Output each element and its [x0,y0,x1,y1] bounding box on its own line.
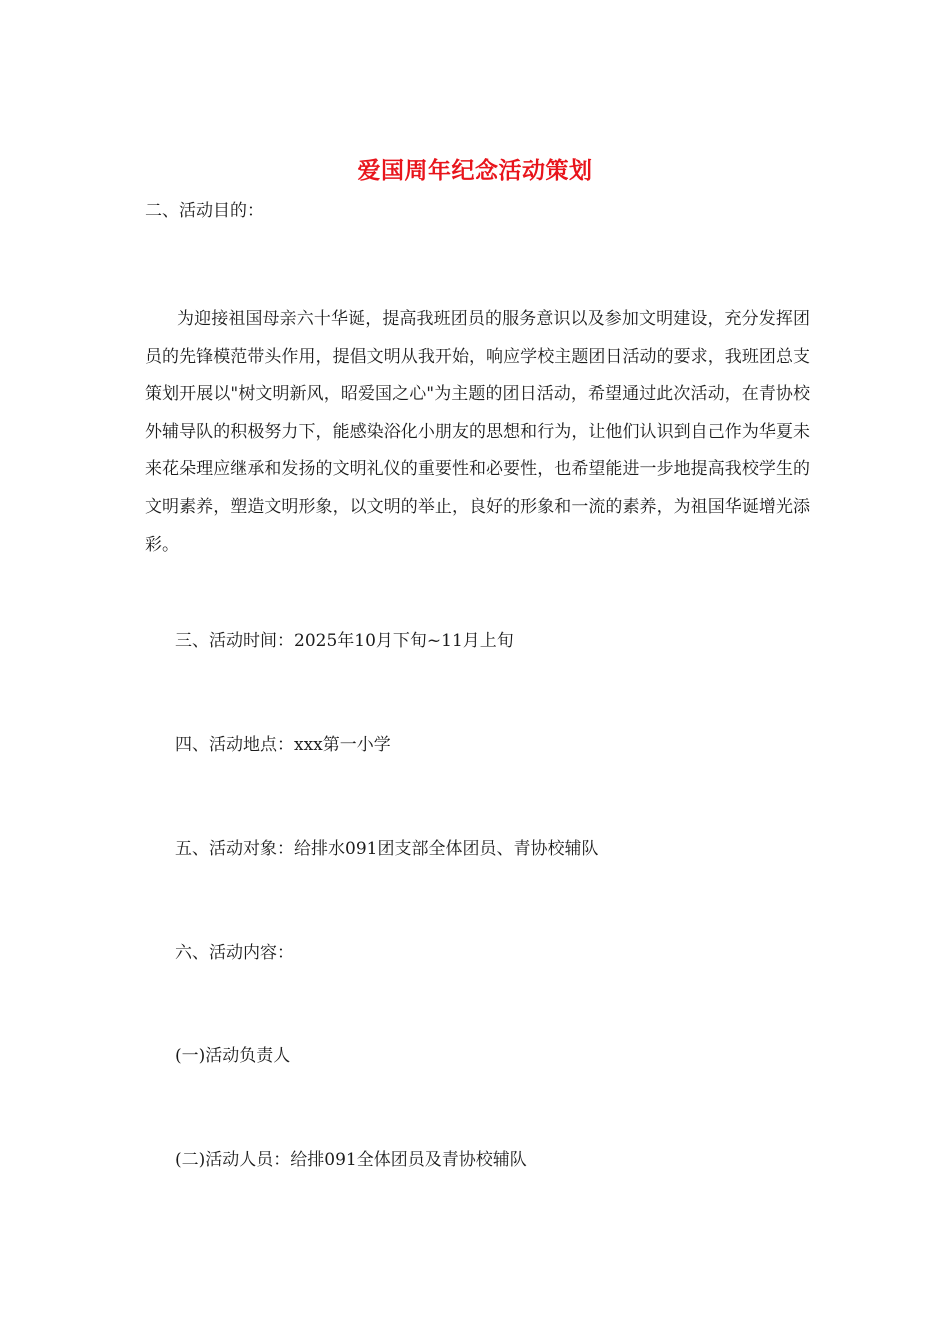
section-six-content-heading: 六、活动内容： [175,943,294,963]
section-two-heading: 二、活动目的： [145,201,264,221]
section-four-location: 四、活动地点：xxx第一小学 [175,735,391,755]
purpose-paragraph: 为迎接祖国母亲六十华诞，提高我班团员的服务意识以及参加文明建设，充分发挥团员的先锋模范带头作用，提倡文明从我开始，响应学校主题团日活动的要求，我班团总支策划开展以"树文明新风，昭爱国之心"为主题的团日活动，希望通过此次活动，在青协校外辅导队的积极努力下，能感染浴化小朋友的思想和行为，让他们认识到自己作为华夏未来花朵理应继承和发扬的文明礼仪的重要性和必要性，也希望能进一步地提高我校学生的文明素养，塑造文明形象，以文明的举止，良好的形象和一流的素养，为祖国华诞增光添彩。 [145,309,810,555]
sub-item-one-leader: (一)活动负责人 [175,1046,291,1066]
sub-item-two-members: (二)活动人员：给排091全体团员及青协校辅队 [175,1150,527,1170]
section-three-time: 三、活动时间：2025年10月下旬~11月上旬 [175,631,514,651]
document-title: 爱国周年纪念活动策划 [357,157,593,184]
section-five-participants: 五、活动对象：给排水091团支部全体团员、青协校辅队 [175,839,599,859]
